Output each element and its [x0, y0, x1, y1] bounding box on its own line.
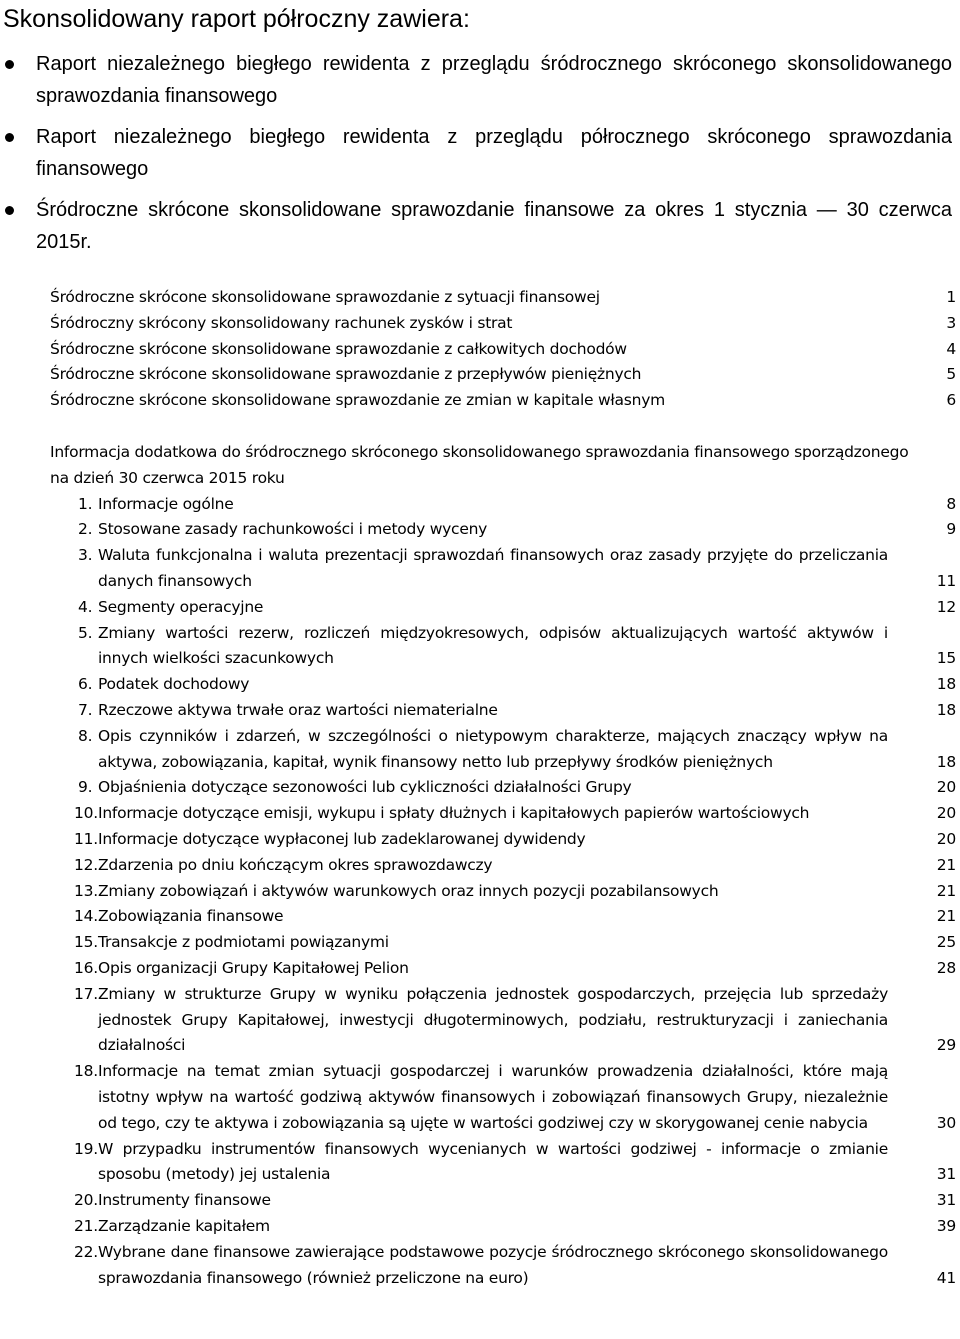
note-title: Informacje dotyczące emisji, wykupu i spłaty dłużnych i kapitałowych papierów wartościowych	[98, 804, 810, 823]
note-row	[50, 672, 956, 698]
note-number-cell	[50, 595, 98, 621]
contents-bullet-list	[0, 48, 960, 267]
note-title: Zmiany wartości rezerw, rozliczeń międzyokresowych, odpisów aktualizujących wartość aktywów i innych wielkości szacunkowych	[98, 623, 888, 668]
note-number-cell	[50, 517, 98, 543]
toc-page: 5	[946, 365, 956, 384]
notes-section	[50, 440, 956, 1291]
toc-title: Śródroczne skrócone skonsolidowane sprawozdanie z przepływów pieniężnych	[50, 365, 642, 384]
note-page: 41	[936, 1268, 956, 1287]
note-row	[50, 775, 956, 801]
toc-page: 3	[946, 313, 956, 332]
note-number-cell	[50, 801, 98, 827]
note-number: 10.	[74, 804, 98, 823]
toc-page: 6	[946, 391, 956, 410]
note-title: Informacje dotyczące wypłaconej lub zadeklarowanej dywidendy	[98, 829, 586, 848]
note-page: 21	[936, 907, 956, 926]
note-page: 31	[936, 1165, 956, 1184]
note-title: Zarządzanie kapitałem	[98, 1216, 270, 1235]
note-number-cell	[50, 672, 98, 698]
bullet-item: Śródroczne skrócone skonsolidowane sprawozdanie finansowe za okres 1 stycznia — 30 czerwca 2015r.	[0, 194, 960, 258]
toc-page: 4	[946, 339, 956, 358]
note-title: Objaśnienia dotyczące sezonowości lub cykliczności działalności Grupy	[98, 778, 632, 797]
note-row	[50, 724, 956, 776]
note-row	[50, 517, 956, 543]
note-title: Zmiany zobowiązań i aktywów warunkowych oraz innych pozycji pozabilansowych	[98, 881, 719, 900]
note-number-cell	[50, 982, 98, 1008]
note-row	[50, 595, 956, 621]
toc-title: Śródroczne skrócone skonsolidowane sprawozdanie z całkowitych dochodów	[50, 339, 627, 358]
note-number-cell	[50, 1214, 98, 1240]
note-number: 11.	[74, 829, 98, 848]
note-row	[50, 698, 956, 724]
note-number: 22.	[74, 1242, 98, 1261]
note-number-cell	[50, 1059, 98, 1085]
note-number: 5.	[78, 623, 93, 642]
note-row	[50, 1214, 956, 1240]
note-page: 21	[936, 881, 956, 900]
note-number: 14.	[74, 907, 98, 926]
note-page: 25	[936, 933, 956, 952]
note-page: 8	[946, 494, 956, 513]
note-row	[50, 982, 956, 1059]
note-number-cell	[50, 698, 98, 724]
toc-title: Śródroczne skrócone skonsolidowane sprawozdanie ze zmian w kapitale własnym	[50, 391, 665, 410]
note-number: 21.	[74, 1216, 98, 1235]
note-number: 20.	[74, 1191, 98, 1210]
note-title: Zmiany w strukturze Grupy w wyniku połączenia jednostek gospodarczych, przejęcia lub sprzedaży jednostek Grupy Kapitałowej, inwestycji długoterminowych, podziału, restrukturyzacji i zaniechania działalności	[98, 984, 888, 1055]
note-row	[50, 956, 956, 982]
toc-page: 1	[946, 288, 956, 306]
note-page: 18	[936, 752, 956, 771]
note-page: 11	[936, 571, 956, 590]
note-number: 19.	[74, 1139, 98, 1158]
bullet-item: Raport niezależnego biegłego rewidenta z przeglądu półrocznego skróconego sprawozdania finansowego	[0, 121, 960, 185]
note-number-cell	[50, 956, 98, 982]
notes-heading: Informacja dodatkowa do śródrocznego skróconego skonsolidowanego sprawozdania finansowego sporządzonego na dzień 30 czerwca 2015 roku	[50, 443, 909, 487]
note-title: Instrumenty finansowe	[98, 1191, 271, 1210]
note-page: 20	[936, 829, 956, 848]
note-row	[50, 904, 956, 930]
note-number-cell	[50, 724, 98, 750]
note-number: 12.	[74, 855, 98, 874]
note-page: 21	[936, 855, 956, 874]
note-title: Informacje ogólne	[98, 494, 234, 513]
note-number: 15.	[74, 933, 98, 952]
note-row	[50, 621, 956, 673]
note-row	[50, 853, 956, 879]
note-page: 20	[936, 804, 956, 823]
note-page: 20	[936, 778, 956, 797]
note-number: 7.	[78, 700, 93, 719]
note-number: 17.	[74, 984, 98, 1003]
note-number-cell	[50, 492, 98, 518]
note-number-cell	[50, 853, 98, 879]
note-number: 16.	[74, 958, 98, 977]
note-title: Transakcje z podmiotami powiązanymi	[98, 933, 389, 952]
note-title: W przypadku instrumentów finansowych wycenianych w wartości godziwej - informacje o zmianie sposobu (metody) jej ustalenia	[98, 1139, 888, 1184]
note-page: 15	[936, 649, 956, 668]
toc-title: Śródroczne skrócone skonsolidowane sprawozdanie z sytuacji finansowej	[50, 288, 600, 306]
note-title: Zdarzenia po dniu kończącym okres sprawozdawczy	[98, 855, 493, 874]
note-row	[50, 827, 956, 853]
note-row	[50, 930, 956, 956]
note-page: 9	[946, 520, 956, 539]
note-number: 3.	[78, 546, 93, 565]
note-page: 18	[936, 675, 956, 694]
note-number-cell	[50, 879, 98, 905]
toc-row	[50, 388, 956, 414]
notes-list	[50, 492, 956, 1292]
toc-row	[50, 362, 956, 388]
statements-toc	[50, 285, 956, 414]
bullet-item: Raport niezależnego biegłego rewidenta z przeglądu śródrocznego skróconego skonsolidowanego sprawozdania finansowego	[0, 48, 960, 112]
note-title: Rzeczowe aktywa trwałe oraz wartości niematerialne	[98, 700, 498, 719]
note-number-cell	[50, 1240, 98, 1266]
note-page: 29	[936, 1036, 956, 1055]
note-number: 9.	[78, 778, 93, 797]
note-title: Opis organizacji Grupy Kapitałowej Pelion	[98, 958, 409, 977]
note-row	[50, 879, 956, 905]
toc-row	[50, 311, 956, 337]
note-number-cell	[50, 543, 98, 569]
note-title: Stosowane zasady rachunkowości i metody wyceny	[98, 520, 488, 539]
page-title: Skonsolidowany raport półroczny zawiera:	[3, 5, 470, 33]
note-row	[50, 1059, 956, 1136]
note-page: 12	[936, 597, 956, 616]
note-number: 18.	[74, 1062, 98, 1081]
note-row	[50, 1137, 956, 1189]
note-row	[50, 1188, 956, 1214]
note-title: Wybrane dane finansowe zawierające podstawowe pozycje śródrocznego skróconego skonsolidowanego sprawozdania finansowego (również przeliczone na euro)	[98, 1242, 888, 1287]
note-number: 4.	[78, 597, 93, 616]
note-title: Waluta funkcjonalna i waluta prezentacji sprawozdań finansowych oraz zasady przyjęte do przeliczania danych finansowych	[98, 546, 888, 590]
note-number-cell	[50, 930, 98, 956]
note-title: Informacje na temat zmian sytuacji gospodarczej i warunków prowadzenia działalności, które mają istotny wpływ na wartość godziwą aktywów finansowych i zobowiązań finansowych Grupy, niezależnie od tego, czy te aktywa i zobowiązania są ujęte w wartości godziwej czy w skorygowanej cenie nabycia	[98, 1062, 888, 1132]
toc-row	[50, 337, 956, 363]
note-page: 28	[936, 958, 956, 977]
note-number-cell	[50, 1188, 98, 1214]
note-page: 39	[936, 1216, 956, 1235]
note-number: 13.	[74, 881, 98, 900]
note-number-cell	[50, 775, 98, 801]
note-row	[50, 1240, 956, 1292]
note-title: Opis czynników i zdarzeń, w szczególności o nietypowym charakterze, mających znaczący wpływ na aktywa, zobowiązania, kapitał, wynik finansowy netto lub przepływy środków pieniężnych	[98, 726, 888, 771]
note-title: Zobowiązania finansowe	[98, 907, 284, 926]
note-number-cell	[50, 621, 98, 647]
note-row	[50, 801, 956, 827]
note-title: Segmenty operacyjne	[98, 597, 264, 616]
note-row	[50, 543, 956, 595]
note-page: 31	[936, 1191, 956, 1210]
note-number: 1.	[78, 494, 93, 513]
note-page: 30	[936, 1113, 956, 1132]
toc-row	[50, 285, 956, 311]
toc-title: Śródroczny skrócony skonsolidowany rachunek zysków i strat	[50, 313, 513, 332]
note-number-cell	[50, 827, 98, 853]
note-number-cell	[50, 1137, 98, 1163]
note-row	[50, 492, 956, 518]
note-number: 6.	[78, 675, 93, 694]
note-page: 18	[936, 700, 956, 719]
note-number: 8.	[78, 726, 93, 745]
note-title: Podatek dochodowy	[98, 675, 250, 694]
note-number: 2.	[78, 520, 93, 539]
note-number-cell	[50, 904, 98, 930]
